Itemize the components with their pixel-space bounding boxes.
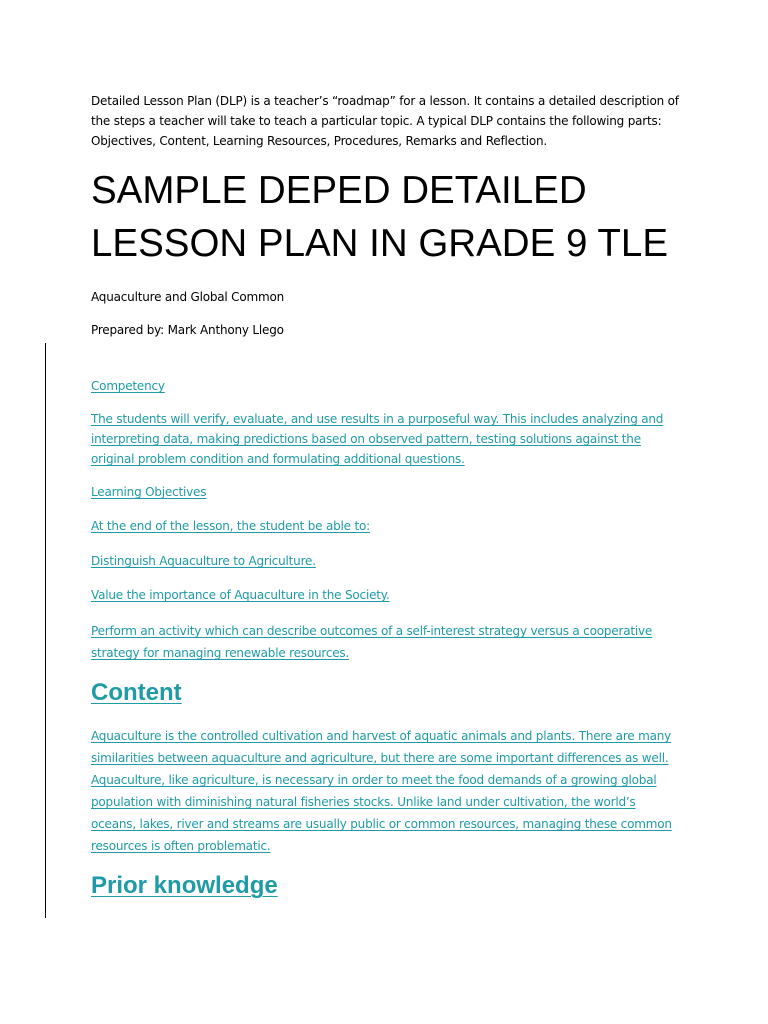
learning-objectives-link[interactable]: Learning Objectives: [91, 485, 207, 499]
page-title: SAMPLE DEPED DETAILED LESSON PLAN IN GRADE 9 TLE: [91, 169, 668, 265]
prior-knowledge-heading-link[interactable]: Prior knowledge: [91, 872, 278, 899]
prepared-by: Prepared by: Mark Anthony Llego: [91, 323, 284, 337]
competency-text-link[interactable]: The students will verify, evaluate, and use results in a purposeful way. This includes analyzing and interpreting data, making predictions based on observed pattern, testing solutions against the original problem condition and formulating additional questions.: [91, 412, 664, 466]
competency-link[interactable]: Competency: [91, 379, 165, 393]
objective-1-link[interactable]: Distinguish Aquaculture to Agriculture.: [91, 554, 316, 568]
objective-2-link[interactable]: Value the importance of Aquaculture in the Society.: [91, 588, 390, 602]
subtitle: Aquaculture and Global Common: [91, 290, 285, 304]
intro-paragraph: Detailed Lesson Plan (DLP) is a teacher’s “roadmap” for a lesson. It contains a detailed description of the steps a teacher will take to teach a particular topic. A typical DLP contains the following parts: Objectives, Content, Learning Resources, Procedures, Remarks and Reflection.: [91, 94, 679, 148]
content-text-link[interactable]: Aquaculture is the controlled cultivation and harvest of aquatic animals and plants. There are many similarities between aquaculture and agriculture, but there are some important differences as well. Aquaculture, like agriculture, is necessary in order to meet the food demands of a growing global population with diminishing natural fisheries stocks. Unlike land under cultivation, the world’s oceans, lakes, river and streams are usually public or common resources, managing these common resources is often problematic.: [91, 729, 672, 853]
margin-change-bar: [45, 343, 46, 918]
content-heading-link[interactable]: Content: [91, 679, 182, 706]
objective-3-link[interactable]: Perform an activity which can describe outcomes of a self-interest strategy versus a cooperative strategy for managing renewable resources.: [91, 624, 653, 660]
objectives-intro-link[interactable]: At the end of the lesson, the student be able to:: [91, 519, 370, 533]
